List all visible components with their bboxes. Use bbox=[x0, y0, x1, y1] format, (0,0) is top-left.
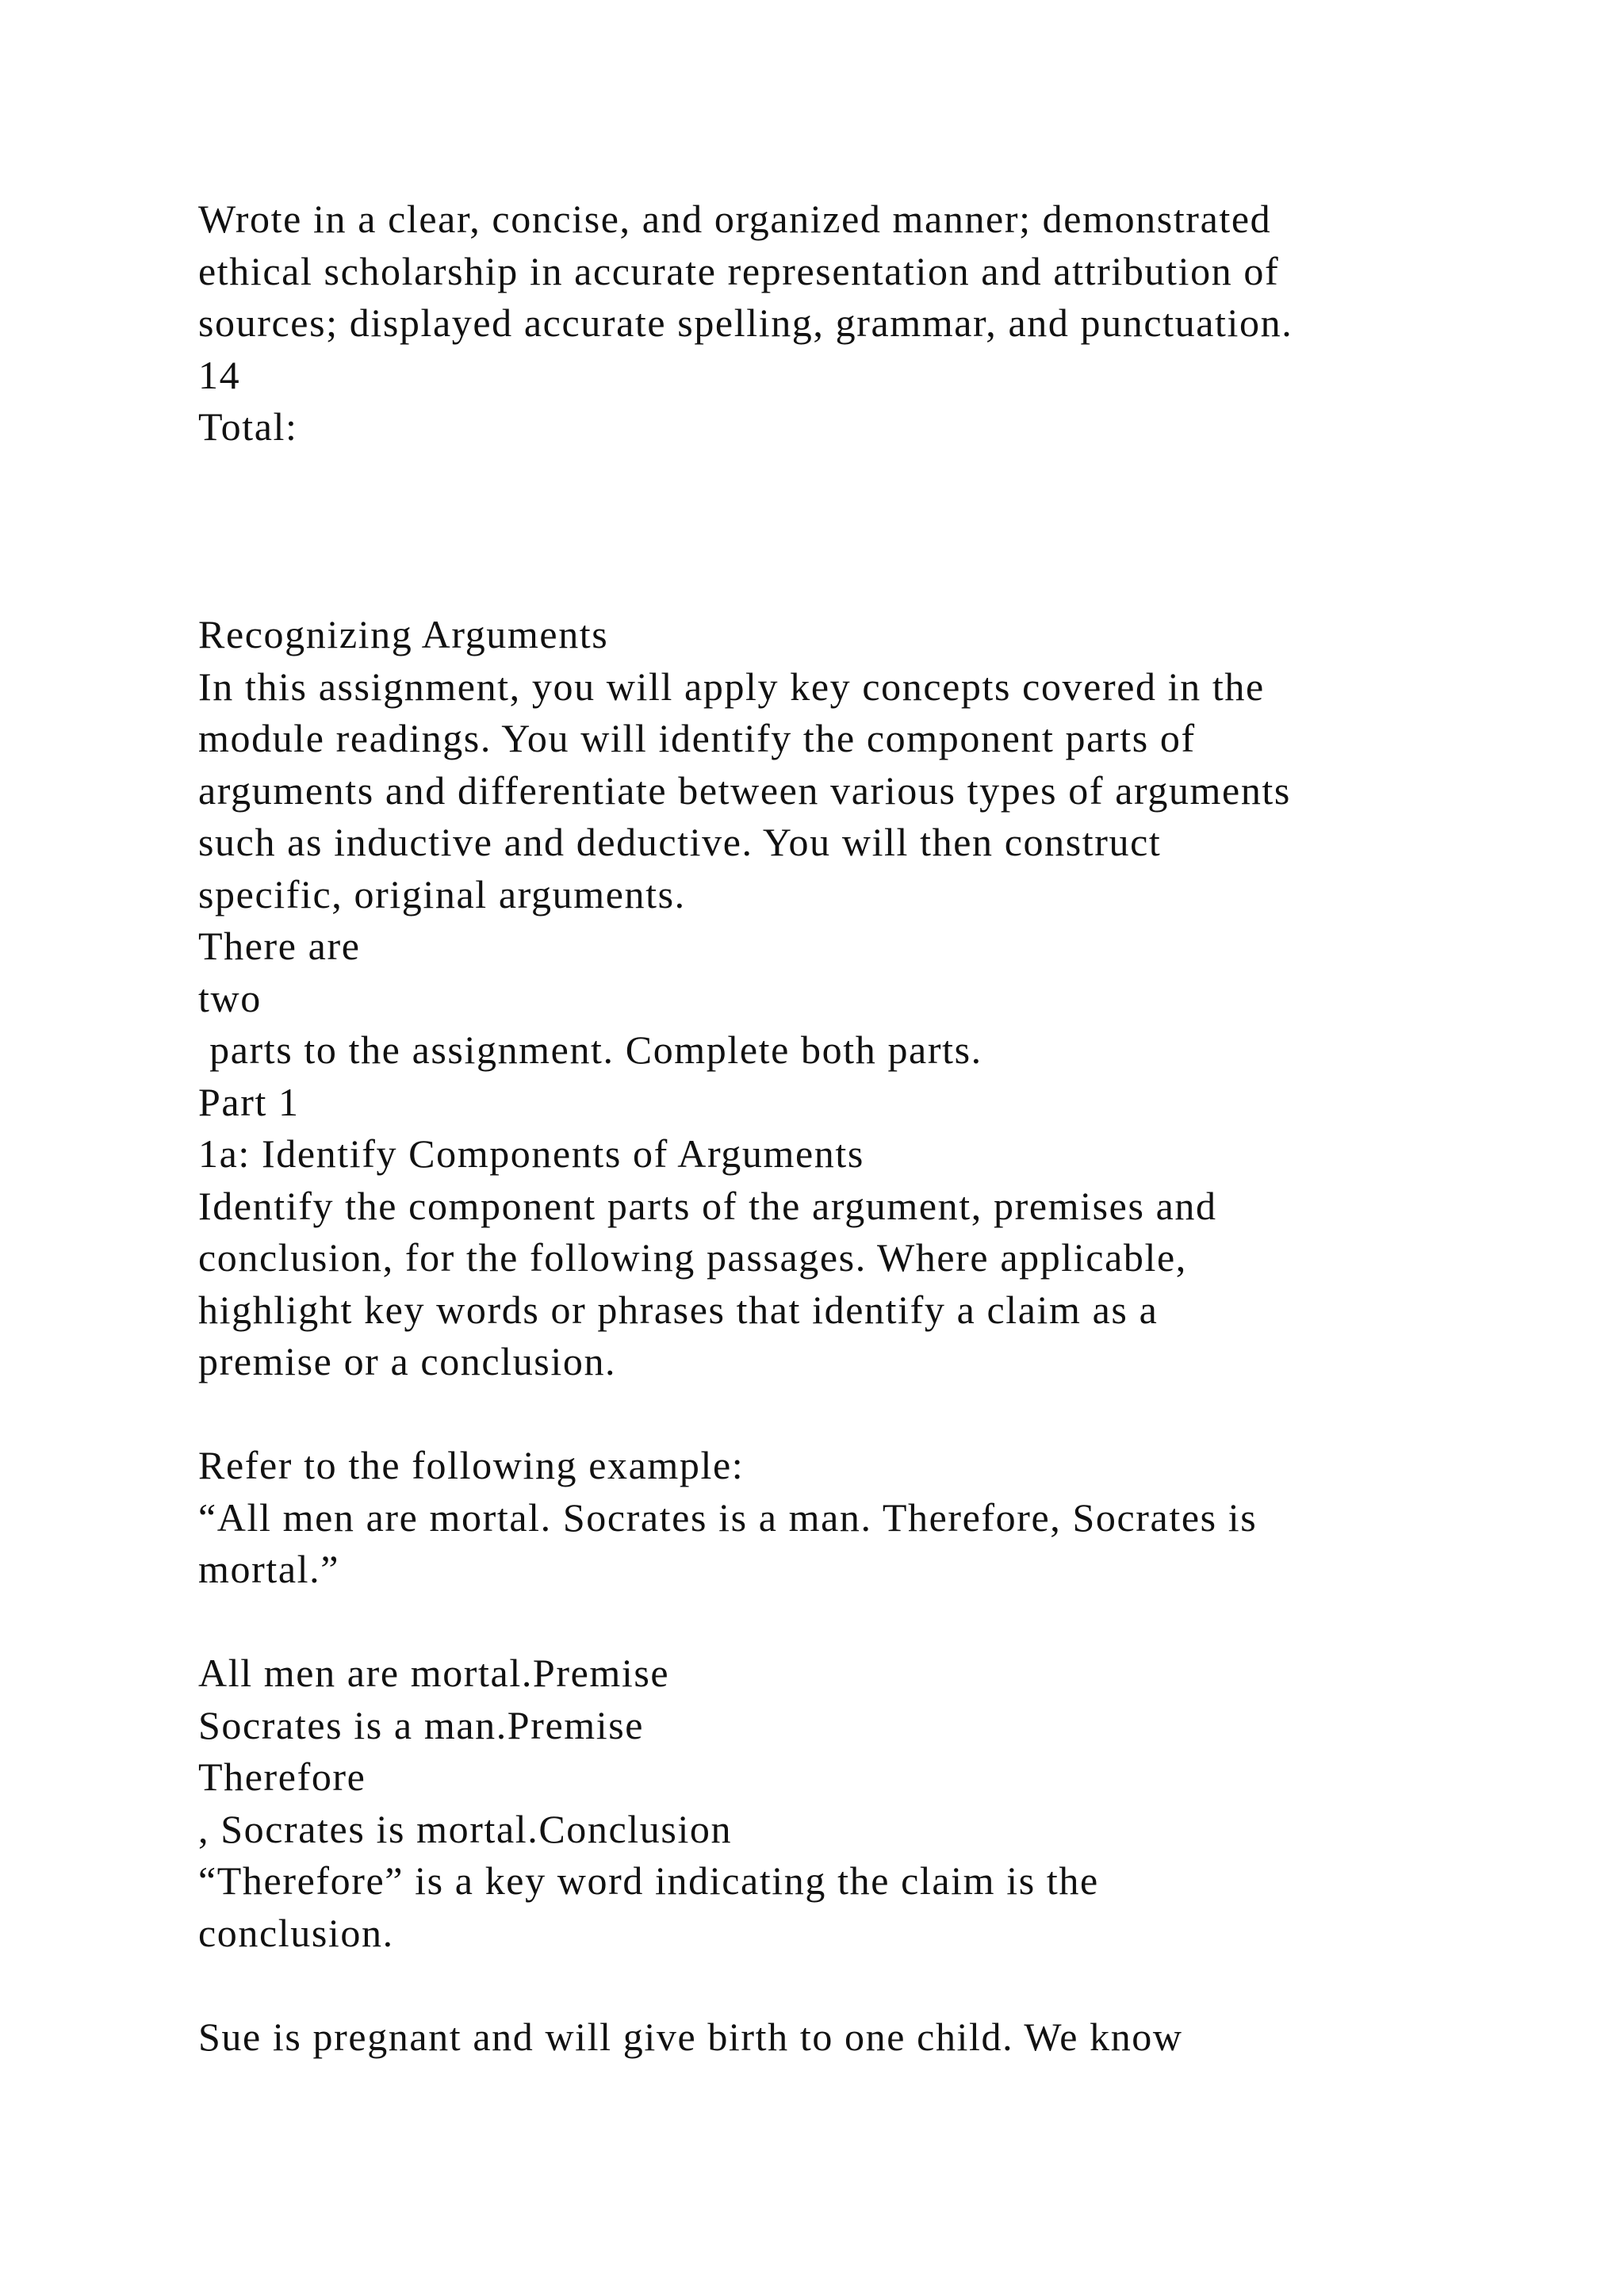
example-premise: Socrates is a man.Premise bbox=[198, 1702, 645, 1747]
total-label: Total: bbox=[198, 404, 298, 449]
example-quote: mortal.” bbox=[198, 1547, 340, 1591]
example-premise: All men are mortal.Premise bbox=[198, 1651, 670, 1695]
example-quote: “All men are mortal. Socrates is a man. Therefore, Socrates is bbox=[198, 1494, 1258, 1540]
text-line: such as inductive and deductive. You will then construct bbox=[198, 820, 1162, 864]
blank-line bbox=[198, 1388, 1562, 1441]
text-line: two bbox=[198, 975, 262, 1020]
text-line: specific, original arguments. bbox=[198, 871, 686, 916]
subsection-heading: 1a: Identify Components of Arguments bbox=[198, 1131, 864, 1176]
text-line: premise or a conclusion. bbox=[198, 1339, 617, 1383]
text-line: ethical scholarship in accurate representation and attribution of bbox=[198, 248, 1280, 293]
text-line: conclusion, for the following passages. Where applicable, bbox=[198, 1235, 1187, 1280]
text-line: parts to the assignment. Complete both parts. bbox=[198, 1027, 982, 1072]
blank-line bbox=[198, 1596, 1562, 1648]
example-keyword: Therefore bbox=[198, 1755, 366, 1799]
blank-line bbox=[198, 453, 1562, 506]
text-line: arguments and differentiate between various types of arguments bbox=[198, 767, 1291, 813]
text-line: conclusion. bbox=[198, 1910, 394, 1955]
blank-line bbox=[198, 557, 1562, 610]
example-conclusion: , Socrates is mortal.Conclusion bbox=[198, 1806, 733, 1851]
blank-line bbox=[198, 1959, 1562, 2011]
blank-line bbox=[198, 505, 1562, 557]
text-line: Refer to the following example: bbox=[198, 1443, 745, 1487]
text-line: There are bbox=[198, 924, 361, 968]
text-line: sources; displayed accurate spelling, grammar, and punctuation. bbox=[198, 300, 1293, 345]
document-body bbox=[198, 193, 1562, 2063]
text-line: “Therefore” is a key word indicating the claim is the bbox=[198, 1858, 1099, 1903]
part-heading: Part 1 bbox=[198, 1079, 300, 1124]
text-line: Wrote in a clear, concise, and organized manner; demonstrated bbox=[198, 197, 1272, 241]
text-line: Identify the component parts of the argument, premises and bbox=[198, 1183, 1217, 1228]
points-value: 14 bbox=[198, 352, 241, 397]
section-heading: Recognizing Arguments bbox=[198, 612, 609, 656]
text-line: Sue is pregnant and will give birth to one child. We know bbox=[198, 2014, 1183, 2059]
text-line: In this assignment, you will apply key concepts covered in the bbox=[198, 664, 1265, 709]
text-line: highlight key words or phrases that identify a claim as a bbox=[198, 1287, 1159, 1332]
text-line: module readings. You will identify the component parts of bbox=[198, 716, 1196, 760]
